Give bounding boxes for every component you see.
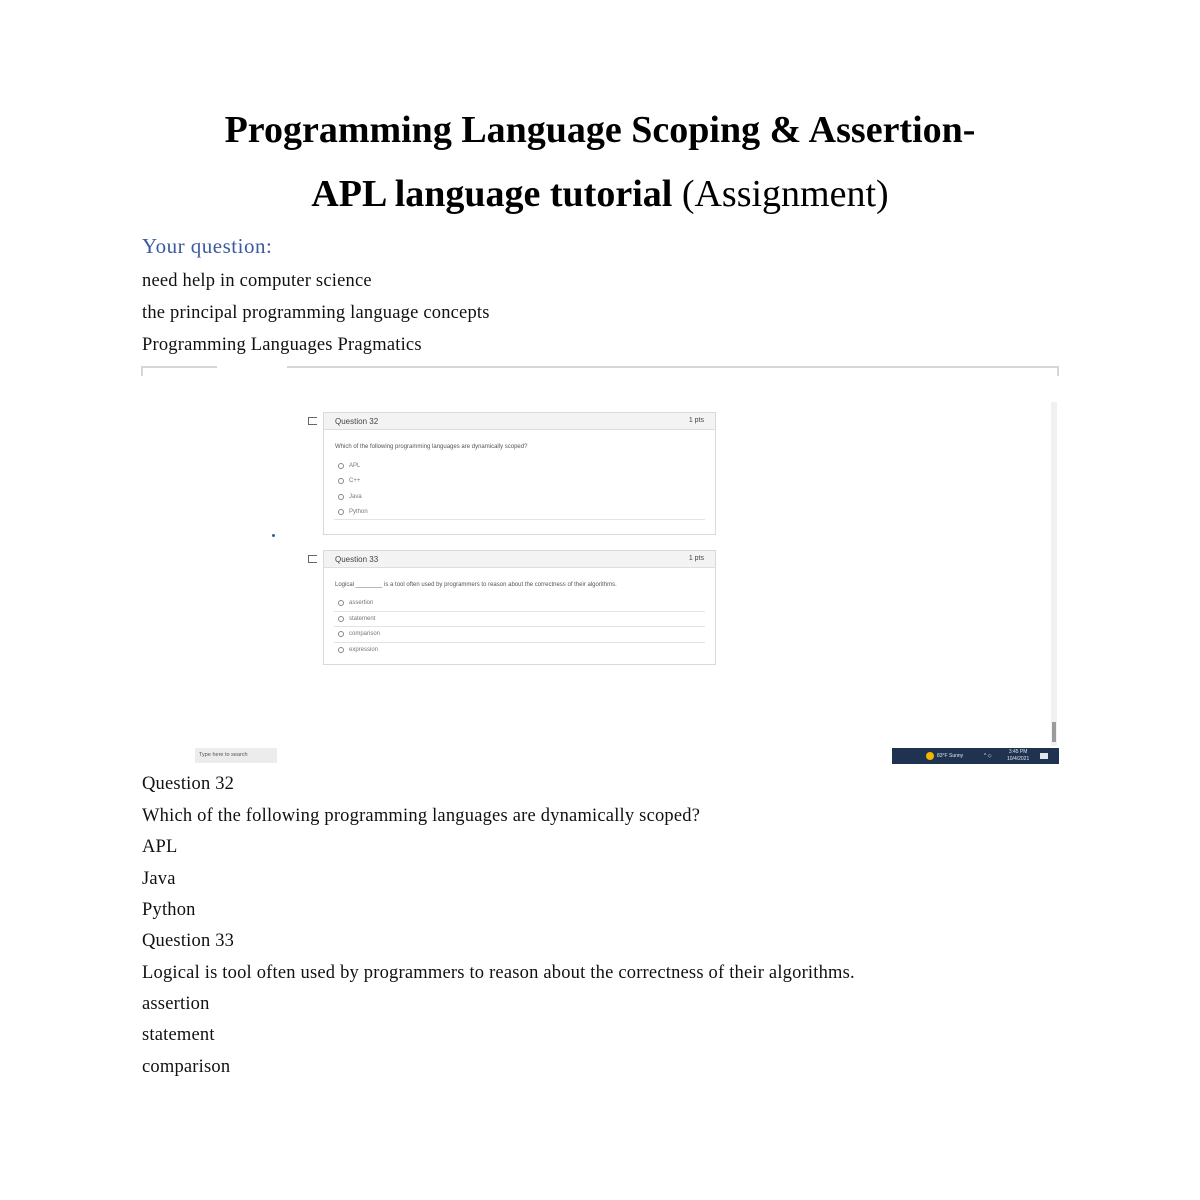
answer-option-label: comparison <box>349 631 381 638</box>
screenshot-scrollbar-thumb <box>1052 722 1056 742</box>
taskbar-time: 3:45 PM <box>1008 749 1028 755</box>
flag-icon <box>308 417 317 425</box>
notification-icon <box>1040 753 1048 759</box>
screenshot-scrollbar <box>1051 402 1057 746</box>
answer-option-label: APL <box>349 462 361 469</box>
body-line: Logical is tool often used by programmers to reason about the correctness of their algorithms. <box>142 963 855 983</box>
answer-option <box>334 643 705 659</box>
screenshot-left-tick <box>141 366 143 376</box>
question-33-header <box>324 551 715 568</box>
answer-option <box>334 505 705 521</box>
radio-icon <box>338 478 344 484</box>
radio-icon <box>338 509 344 515</box>
answer-option <box>334 489 705 505</box>
answer-option <box>334 474 705 490</box>
body-line: assertion <box>142 994 210 1014</box>
title-normal-part: (Assignment) <box>681 173 889 215</box>
body-line: Python <box>142 900 196 920</box>
answer-option-label: Python <box>349 508 368 515</box>
body-line: statement <box>142 1025 215 1045</box>
question-32-text: Which of the following programming languages are dynamically scoped? <box>335 444 528 450</box>
intro-line: Programming Languages Pragmatics <box>142 335 422 355</box>
screenshot-marker-dot <box>272 534 275 537</box>
body-line: Which of the following programming languages are dynamically scoped? <box>142 806 701 826</box>
answer-option <box>334 612 705 628</box>
document-title-line-2 <box>0 172 1200 216</box>
body-line: Java <box>142 869 176 889</box>
embedded-screenshot <box>141 366 1059 764</box>
body-line: APL <box>142 837 178 857</box>
radio-icon <box>338 600 344 606</box>
question-33-title: Question 33 <box>335 555 379 564</box>
body-line: comparison <box>142 1057 231 1077</box>
answer-option-label: Java <box>349 493 362 500</box>
question-33-points: 1 pts <box>688 555 704 562</box>
body-line: Question 32 <box>142 774 235 794</box>
taskbar-search: Type here to search <box>195 748 277 763</box>
answer-option-label: C++ <box>349 478 361 485</box>
intro-line: need help in computer science <box>142 271 372 291</box>
flag-icon <box>308 555 317 563</box>
taskbar-tray <box>892 748 1059 764</box>
taskbar-date: 10/4/2021 <box>1007 756 1030 762</box>
taskbar-weather: 83°F Sunny <box>937 753 964 759</box>
screenshot-right-tick <box>1057 366 1059 376</box>
answer-option <box>334 458 705 474</box>
screenshot-top-gap <box>217 366 287 369</box>
radio-icon <box>338 616 344 622</box>
document-title-line-1: Programming Language Scoping & Assertion- <box>224 109 976 151</box>
answer-option <box>334 627 705 643</box>
your-question-heading: Your question: <box>142 234 273 258</box>
radio-icon <box>338 494 344 500</box>
title-bold-part: APL language tutorial <box>311 173 673 215</box>
body-line: Question 33 <box>142 931 235 951</box>
question-33-text: Logical ________ is a tool often used by programmers to reason about the correctness of their algorithms. <box>335 582 617 588</box>
answer-option <box>334 596 705 612</box>
radio-icon <box>338 631 344 637</box>
answer-option-label: assertion <box>349 600 374 607</box>
taskbar-clock <box>1007 749 1029 763</box>
radio-icon <box>338 463 344 469</box>
radio-icon <box>338 647 344 653</box>
sun-icon <box>926 752 934 760</box>
answer-option-label: expression <box>349 647 379 654</box>
intro-line: the principal programming language concepts <box>142 303 490 323</box>
answer-option-label: statement <box>349 615 376 622</box>
question-32-title: Question 32 <box>335 417 379 426</box>
tray-icons: ^ ◇ <box>984 753 992 759</box>
question-32-points: 1 pts <box>688 417 704 424</box>
question-33-card <box>323 550 716 665</box>
question-32-card <box>323 412 716 535</box>
question-32-header <box>324 413 715 430</box>
